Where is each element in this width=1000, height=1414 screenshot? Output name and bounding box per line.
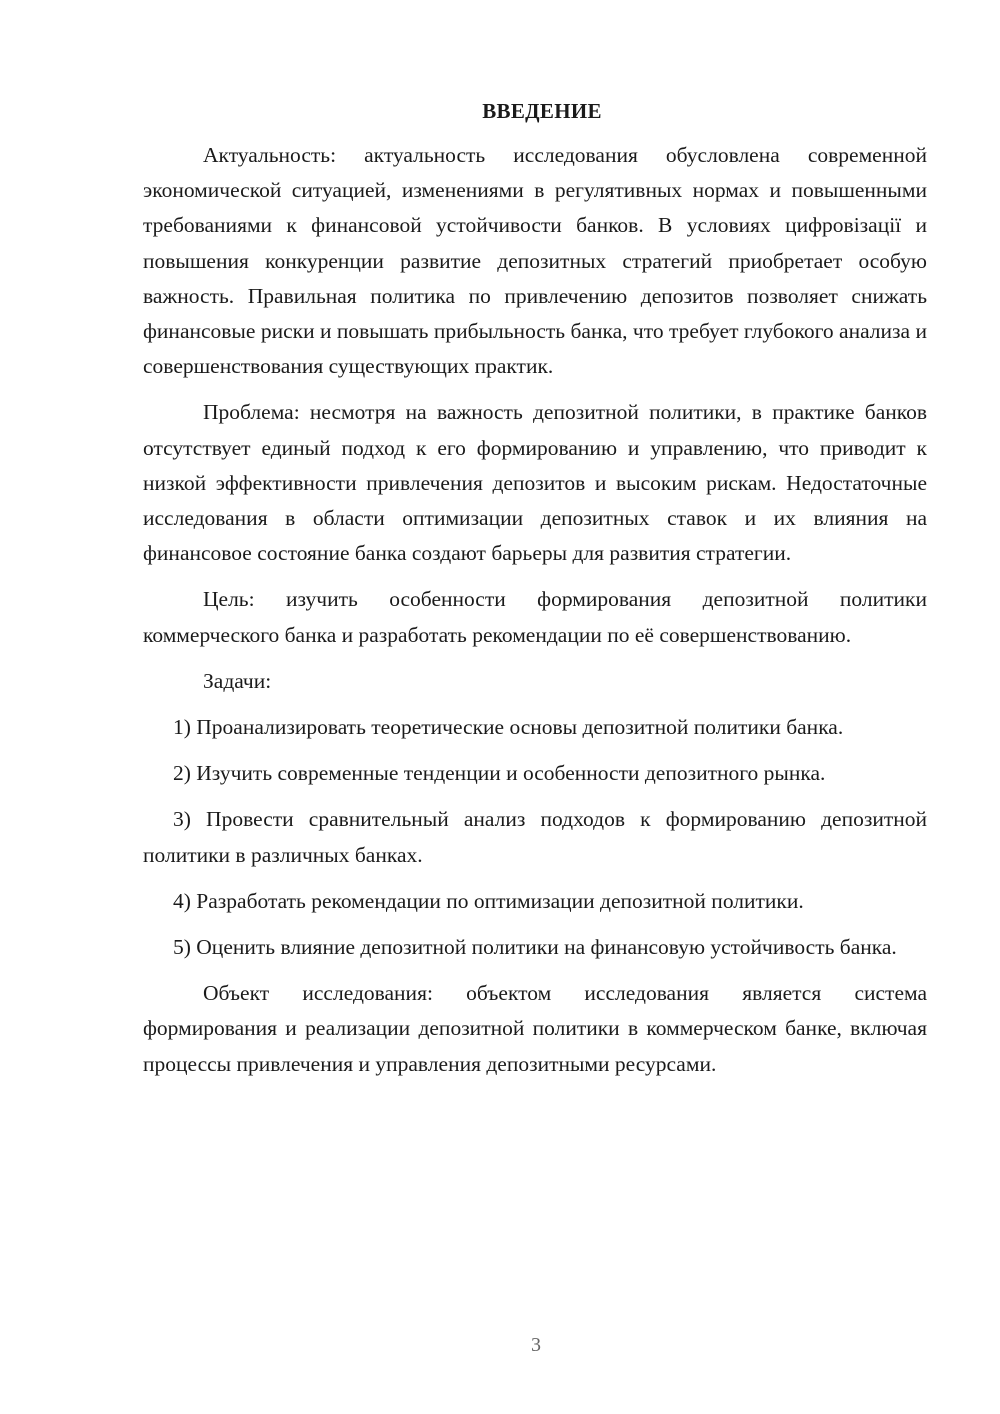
task-item: 1) Проанализировать теоретические основы депозитной политики банка. — [173, 715, 844, 740]
page-title: ВВЕДЕНИЕ — [482, 99, 602, 123]
task-item: 2) Изучить современные тенденции и особенности депозитного рынка. — [173, 761, 826, 786]
task-item: 4) Разработать рекомендации по оптимизации депозитной политики. — [173, 888, 804, 913]
paragraph-tasks-heading: Задачи: — [203, 668, 272, 693]
paragraph-relevance: Актуальность: актуальность исследования обусловлена современной экономической ситуацией, изменениями в регулятивных нормах и повышенными требованиями к финансовой устойчивости банков. В условиях цифровізації и повышения конкуренции развитие депозитных стратегий приобретает особую важность. Правильная политика по привлечению депозитов позволяет снижать финансовые риски и повышать прибыльность банка, что требует глубокого анализа и совершенствования существующих практик. — [143, 143, 927, 379]
page-content — [143, 96, 927, 1082]
task-item: 5) Оценить влияние депозитной политики на финансовую устойчивость банка. — [173, 935, 897, 960]
paragraph-problem: Проблема: несмотря на важность депозитной политики, в практике банков отсутствует единый подход к его формированию и управлению, что приводит к низкой эффективности привлечения депозитов и высоким рискам. Недостаточные исследования в области оптимизации депозитных ставок и их влияния на финансовое состояние банка создают барьеры для развития стратегии. — [143, 400, 927, 566]
page-number: 3 — [531, 1334, 541, 1356]
task-item: 3) Провести сравнительный анализ подходов к формированию депозитной политики в различных банках. — [143, 807, 927, 867]
paragraph-goal: Цель: изучить особенности формирования депозитной политики коммерческого банка и разработать рекомендации по её совершенствованию. — [143, 587, 927, 647]
paragraph-object: Объект исследования: объектом исследования является система формирования и реализации депозитной политики в коммерческом банке, включая процессы привлечения и управления депозитными ресурсами. — [143, 981, 927, 1076]
